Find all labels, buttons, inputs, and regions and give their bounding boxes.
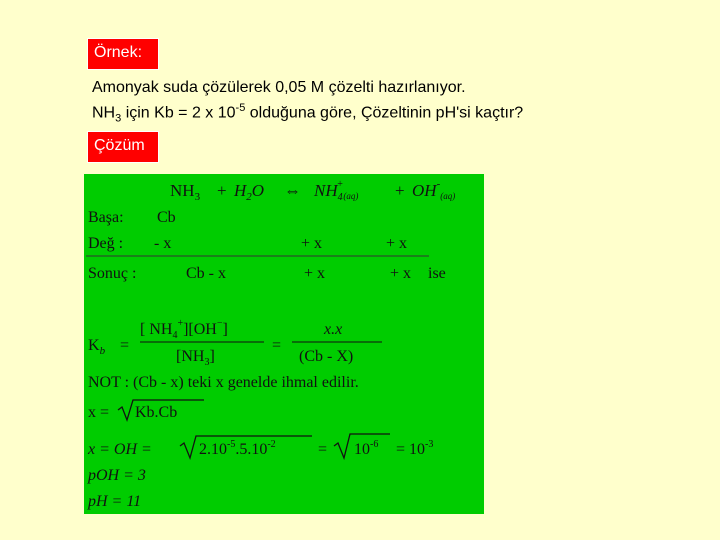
solution-label: Çözüm bbox=[87, 131, 159, 163]
problem-statement bbox=[92, 77, 523, 130]
solution-panel bbox=[84, 174, 484, 514]
example-label: Örnek: bbox=[87, 38, 159, 70]
change-value-1: - x bbox=[154, 235, 172, 252]
oh-result: = $10^{-3}$ bbox=[396, 439, 434, 458]
start-value: Cb bbox=[157, 209, 176, 226]
change-label: Değ : bbox=[88, 235, 124, 252]
approximation-note: NOT : (Cb - x) teki x genelde ihmal edilir. bbox=[88, 374, 359, 391]
reaction-h2o: $H_2O$ bbox=[234, 181, 265, 203]
kb-symbol: $K_b$ bbox=[88, 337, 106, 357]
start-label: Başa: bbox=[88, 209, 124, 226]
reaction-plus-2: + bbox=[395, 181, 405, 200]
kb-denominator: $[NH_3]$ bbox=[176, 348, 215, 368]
question-text: olduğuna göre, Çözeltinin pH'si kaçtır? bbox=[249, 104, 524, 122]
ice-table bbox=[86, 209, 446, 282]
result-label: Sonuç : bbox=[88, 265, 137, 282]
x-formula bbox=[88, 400, 204, 421]
kb-text: için Kb = 2 x 10 bbox=[125, 104, 236, 122]
oh-root-1: $2.10^{-5}.5.10^{-2}$ bbox=[199, 439, 276, 458]
x-root-content: Kb.Cb bbox=[135, 404, 178, 421]
kb-denominator-2: (Cb - X) bbox=[299, 348, 354, 365]
nh3-subscript: 3 bbox=[115, 112, 122, 125]
change-value-2: + x bbox=[301, 235, 323, 252]
x-equals: x = bbox=[88, 404, 110, 421]
ph-result: pH = 11 bbox=[88, 493, 142, 510]
reaction-oh: $OH^-_{(aq)}$ bbox=[412, 178, 456, 201]
solution-equations bbox=[84, 174, 484, 514]
result-value-1: Cb - x bbox=[186, 265, 226, 282]
problem-line-1: Amonyak suda çözülerek 0,05 M çözelti hazırlanıyor. bbox=[92, 79, 466, 96]
result-value-2: + x bbox=[304, 265, 326, 282]
reaction-equation bbox=[170, 178, 455, 203]
reaction-nh4: $NH_4+_{(aq)}$ bbox=[314, 179, 359, 203]
kb-numerator: [ $NH_4^+][OH^-]$ bbox=[140, 318, 228, 341]
oh-root-2: $10^{-6}$ bbox=[354, 439, 379, 458]
oh-equals-2: = bbox=[318, 441, 328, 458]
oh-calculation bbox=[87, 434, 433, 458]
result-value-3: + x bbox=[390, 265, 412, 282]
oh-lhs: x = OH = bbox=[88, 441, 152, 458]
reaction-plus-1: + bbox=[217, 181, 227, 200]
change-value-3: + x bbox=[386, 235, 408, 252]
kb-equals-2: = bbox=[272, 337, 282, 354]
nh3-text: NH bbox=[92, 104, 116, 122]
reaction-nh3: $NH_3$ bbox=[170, 181, 201, 203]
kb-exponent: -5 bbox=[235, 102, 246, 114]
kb-equals: = bbox=[120, 337, 130, 354]
problem-line-2 bbox=[92, 98, 523, 130]
poh-result: pOH = 3 bbox=[88, 467, 146, 484]
reaction-arrow: ⇔ bbox=[284, 181, 301, 200]
kb-expression bbox=[88, 318, 382, 368]
kb-numerator-2: x.x bbox=[324, 321, 343, 338]
result-tail: ise bbox=[428, 265, 446, 282]
